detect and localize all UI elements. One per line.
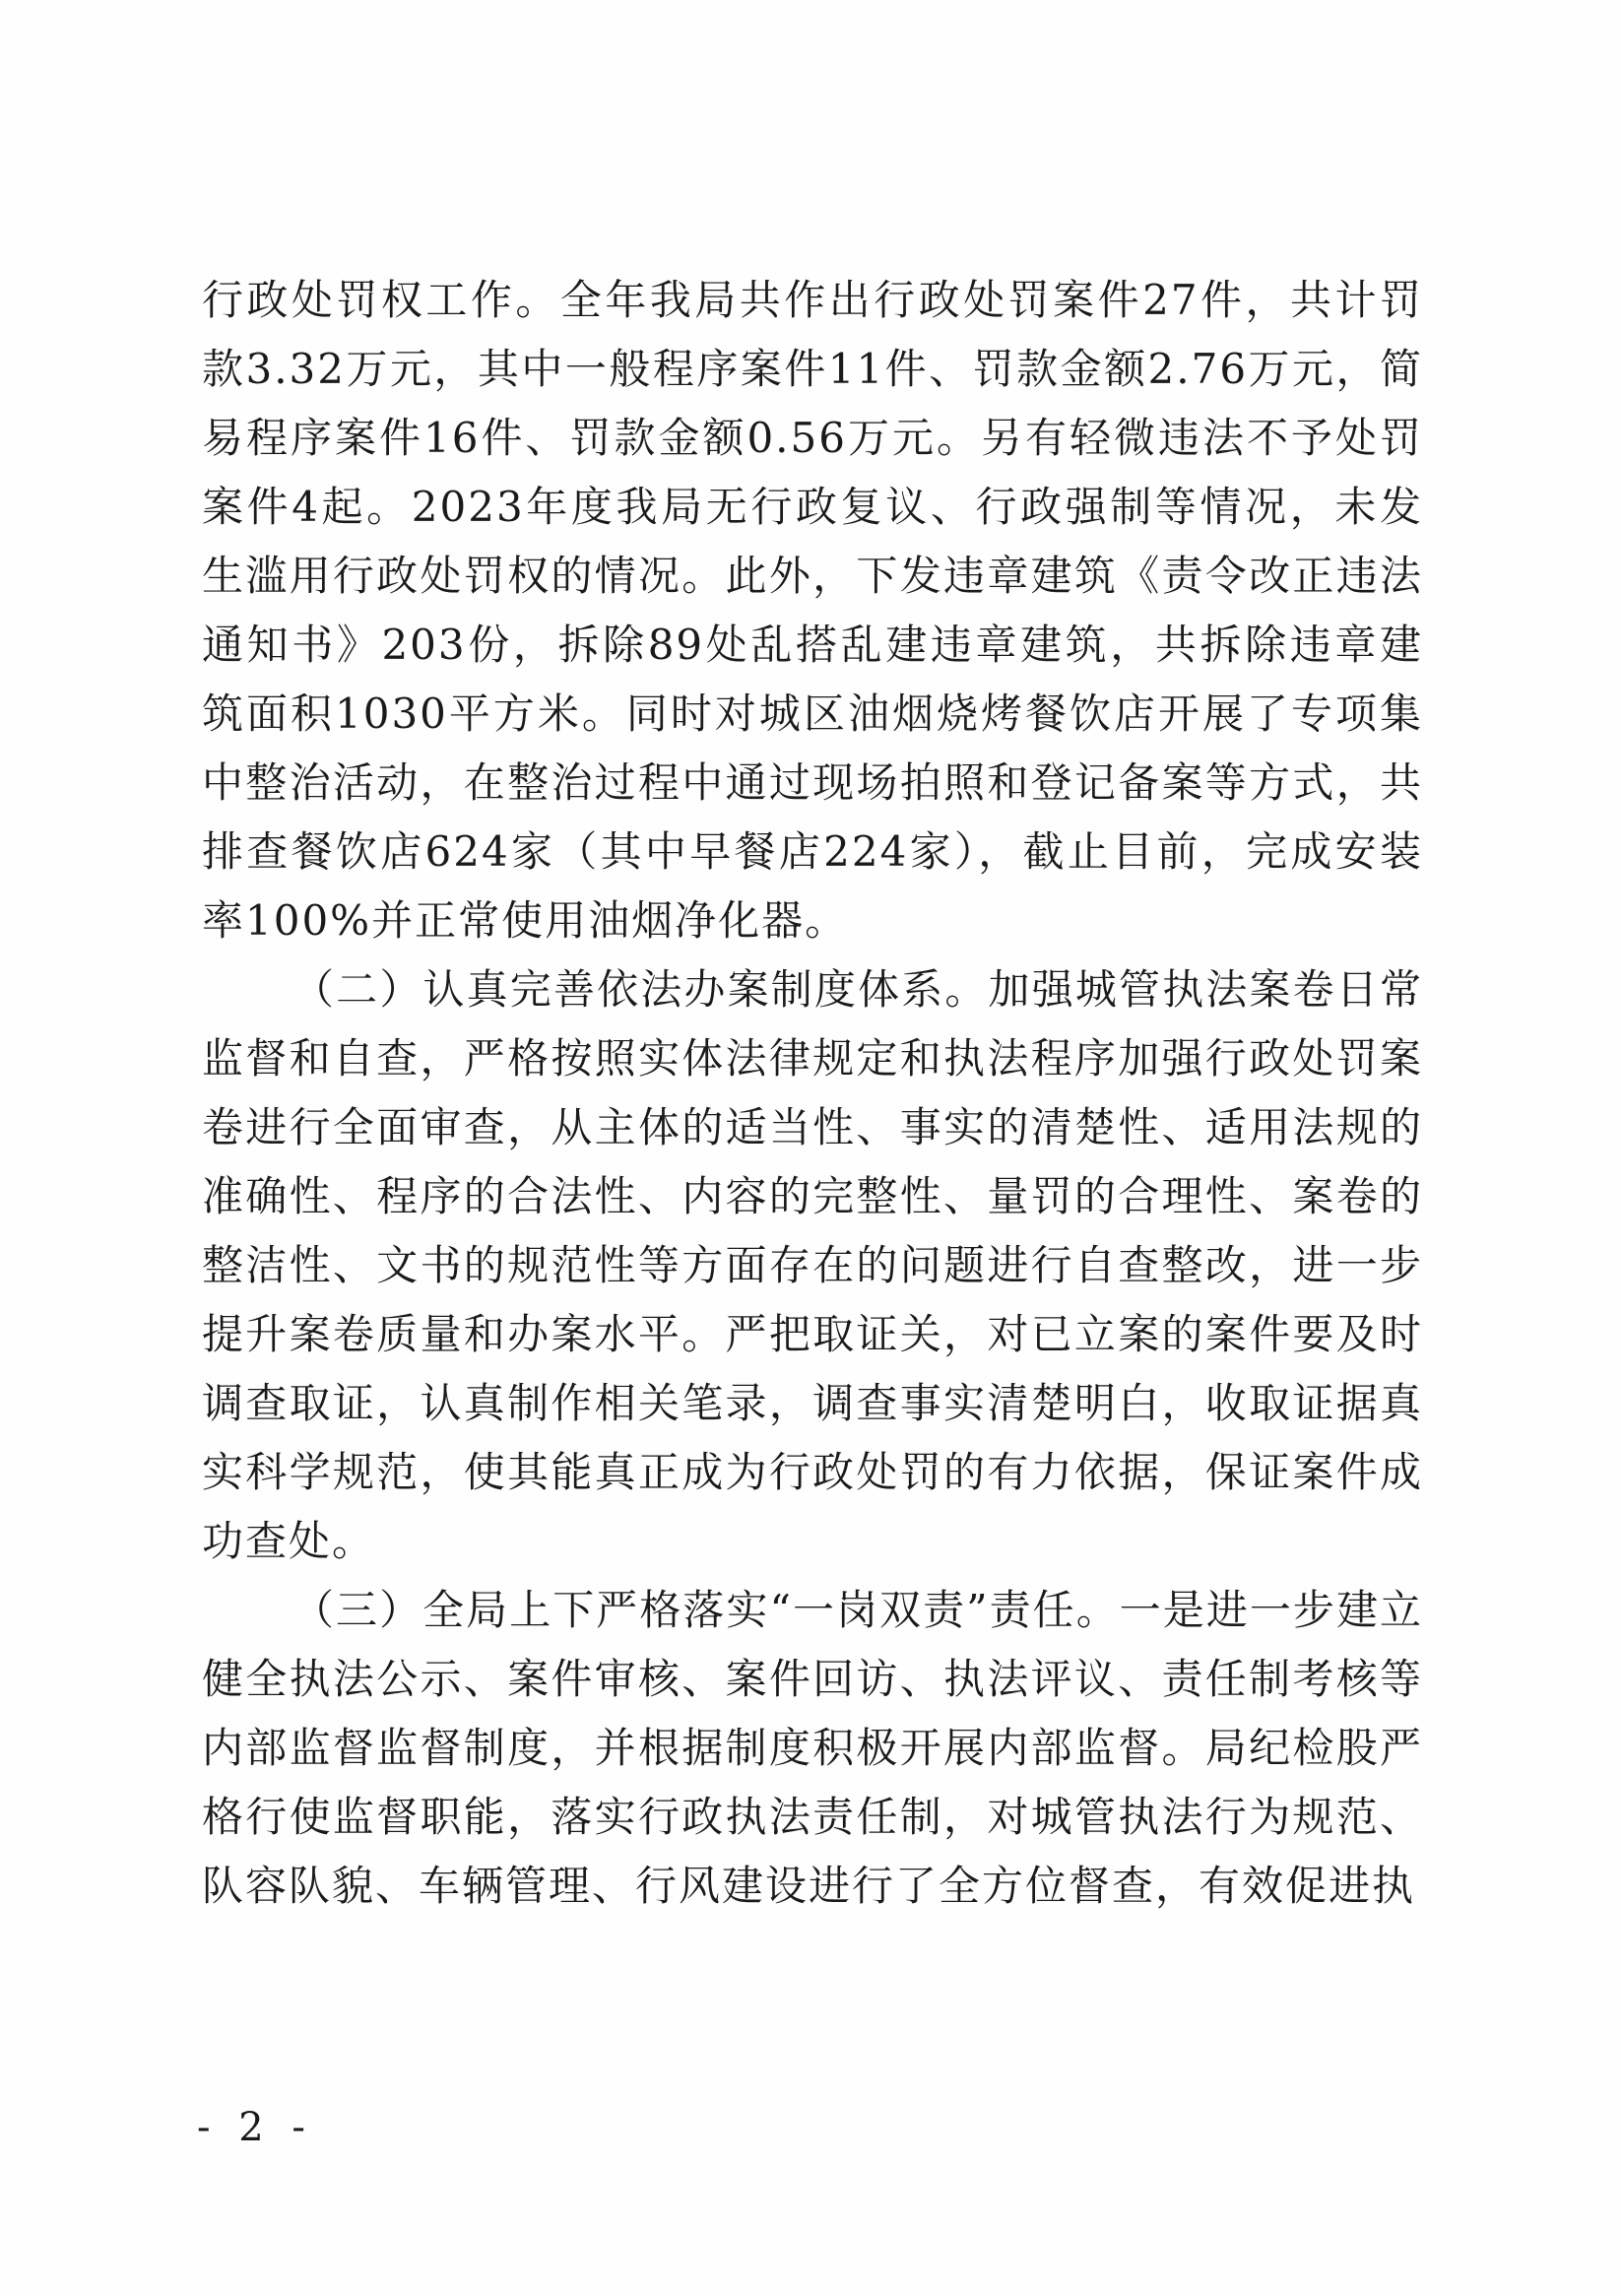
page-number: - 2 - <box>197 2105 313 2150</box>
paragraph-2: （二）认真完善依法办案制度体系。加强城管执法案卷日常监督和自查，严格按照实体法律规定和执法程序加强行政处罚案卷进行全面审查，从主体的适当性、事实的清楚性、适用法规的准确性、程序的合法性、内容的完整性、量罚的合理性、案卷的整洁性、文书的规范性等方面存在的问题进行自查整改，进一步提升案卷质量和办案水平。严把取证关，对已立案的案件要及时调查取证，认真制作相关笔录，调查事实清楚明白，收取证据真实科学规范，使其能真正成为行政处罚的有力依据，保证案件成功查处。 <box>202 965 1423 1565</box>
paragraph-3: （三）全局上下严格落实“一岗双责”责任。一是进一步建立健全执法公示、案件审核、案件回访、执法评议、责任制考核等内部监督监督制度，并根据制度积极开展内部监督。局纪检股严格行使监督职能，落实行政执法责任制，对城管执法行为规范、队容队貌、车辆管理、行风建设进行了全方位督查，有效促进执 <box>202 1586 1423 1910</box>
paragraph-1: 行政处罚权工作。全年我局共作出行政处罚案件27件，共计罚款3.32万元，其中一般程序案件11件、罚款金额2.76万元，简易程序案件16件、罚款金额0.56万元。另有轻微违法不予处罚案件4起。2023年度我局无行政复议、行政强制等情况，未发生滥用行政处罚权的情况。此外，下发违章建筑《责令改正违法通知书》203份，拆除89处乱搭乱建违章建筑，共拆除违章建筑面积1030平方米。同时对城区油烟烧烤餐饮店开展了专项集中整治活动，在整治过程中通过现场拍照和登记备案等方式，共排查餐饮店624家（其中早餐店224家），截止目前，完成安装率100%并正常使用油烟净化器。 <box>202 276 1423 945</box>
document-body <box>202 266 1423 1921</box>
